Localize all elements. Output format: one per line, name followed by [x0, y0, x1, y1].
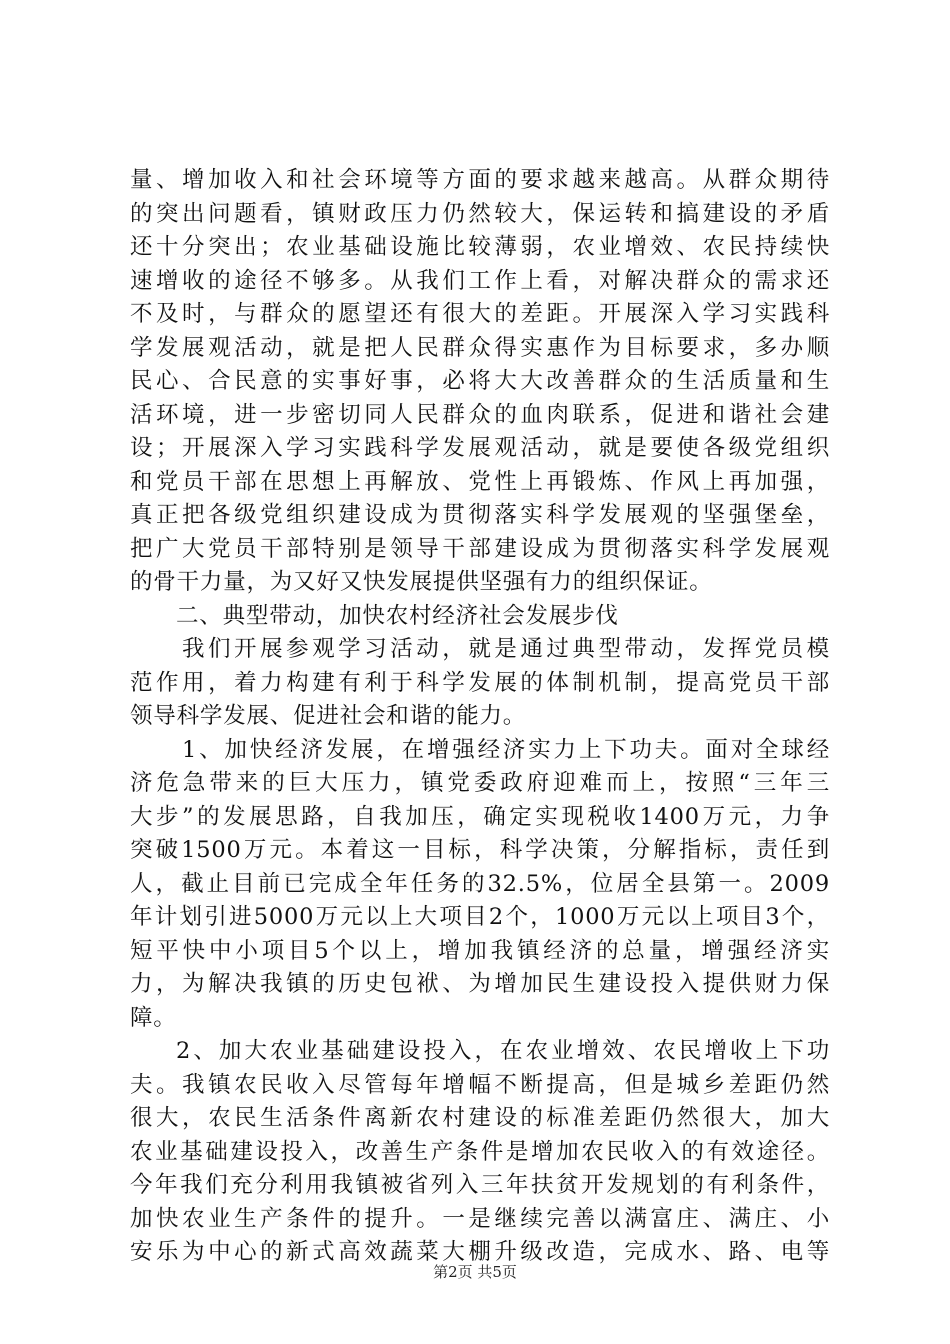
- text-line: 真正把各级党组织建设成为贯彻落实科学发展观的坚强堡垒，: [130, 502, 830, 528]
- text-line: 人，截止目前已完成全年任务的32.5%，位居全县第一。2009: [130, 870, 830, 897]
- text-line: 还十分突出；农业基础设施比较薄弱，农业增效、农民持续快: [130, 234, 830, 260]
- text-line: 很大，农民生活条件离新农村建设的标准差距仍然很大，加大: [130, 1105, 830, 1131]
- text-line: 2、加大农业基础建设投入，在农业增效、农民增收上下功: [176, 1038, 830, 1064]
- text-line: 不及时，与群众的愿望还有很大的差距。开展深入学习实践科: [130, 301, 830, 327]
- text-line: 农业基础建设投入，改善生产条件是增加农民收入的有效途径。: [130, 1138, 830, 1165]
- text-line: 二、典型带动，加快农村经济社会发展步伐: [176, 602, 619, 629]
- text-line: 活环境，进一步密切同人民群众的血肉联系，促进和谐社会建: [130, 401, 830, 428]
- text-line: 我们开展参观学习活动，就是通过典型带动，发挥党员模: [182, 636, 830, 662]
- text-line: 学发展观活动，就是把人民群众得实惠作为目标要求，多办顺: [130, 334, 830, 361]
- text-line: 短平快中小项目5个以上，增加我镇经济的总量，增强经济实: [130, 937, 830, 964]
- text-line: 的骨干力量，为又好又快发展提供坚强有力的组织保证。: [130, 569, 713, 595]
- text-line: 1、加快经济发展，在增强经济实力上下功夫。面对全球经: [182, 736, 830, 763]
- text-line: 设；开展深入学习实践科学发展观活动，就是要使各级党组织: [130, 435, 830, 461]
- document-body: [130, 164, 830, 1270]
- text-line: 和党员干部在思想上再解放、党性上再锻炼、作风上再加强，: [130, 468, 830, 495]
- text-line: 加快农业生产条件的提升。一是继续完善以满富庄、满庄、小: [130, 1205, 830, 1232]
- text-line: 安乐为中心的新式高效蔬菜大棚升级改造，完成水、路、电等: [130, 1239, 830, 1265]
- text-line: 力，为解决我镇的历史包袱、为增加民生建设投入提供财力保: [130, 971, 830, 997]
- text-line: 夫。我镇农民收入尽管每年增幅不断提高，但是城乡差距仍然: [130, 1071, 830, 1098]
- text-line: 年计划引进5000万元以上大项目2个，1000万元以上项目3个，: [130, 904, 830, 930]
- text-line: 的突出问题看，镇财政压力仍然较大，保运转和搞建设的矛盾: [130, 200, 830, 227]
- text-line: 民心、合民意的实事好事，必将大大改善群众的生活质量和生: [130, 368, 830, 394]
- text-line: 范作用，着力构建有利于科学发展的体制机制，提高党员干部: [130, 669, 830, 696]
- text-line: 把广大党员干部特别是领导干部建设成为贯彻落实科学发展观: [130, 535, 830, 562]
- text-line: 障。: [130, 1004, 177, 1031]
- text-line: 突破1500万元。本着这一目标，科学决策，分解指标，责任到: [130, 837, 830, 863]
- text-line: 速增收的途径不够多。从我们工作上看，对解决群众的需求还: [130, 267, 830, 294]
- text-line: 大步”的发展思路，自我加压，确定实现税收1400万元，力争: [130, 803, 830, 830]
- page-footer: 第2页 共5页: [433, 1263, 517, 1281]
- text-line: 济危急带来的巨大压力，镇党委政府迎难而上，按照“三年三: [130, 770, 830, 796]
- text-line: 量、增加收入和社会环境等方面的要求越来越高。从群众期待: [130, 167, 830, 193]
- text-line: 今年我们充分利用我镇被省列入三年扶贫开发规划的有利条件，: [130, 1172, 830, 1198]
- text-line: 领导科学发展、促进社会和谐的能力。: [130, 703, 527, 729]
